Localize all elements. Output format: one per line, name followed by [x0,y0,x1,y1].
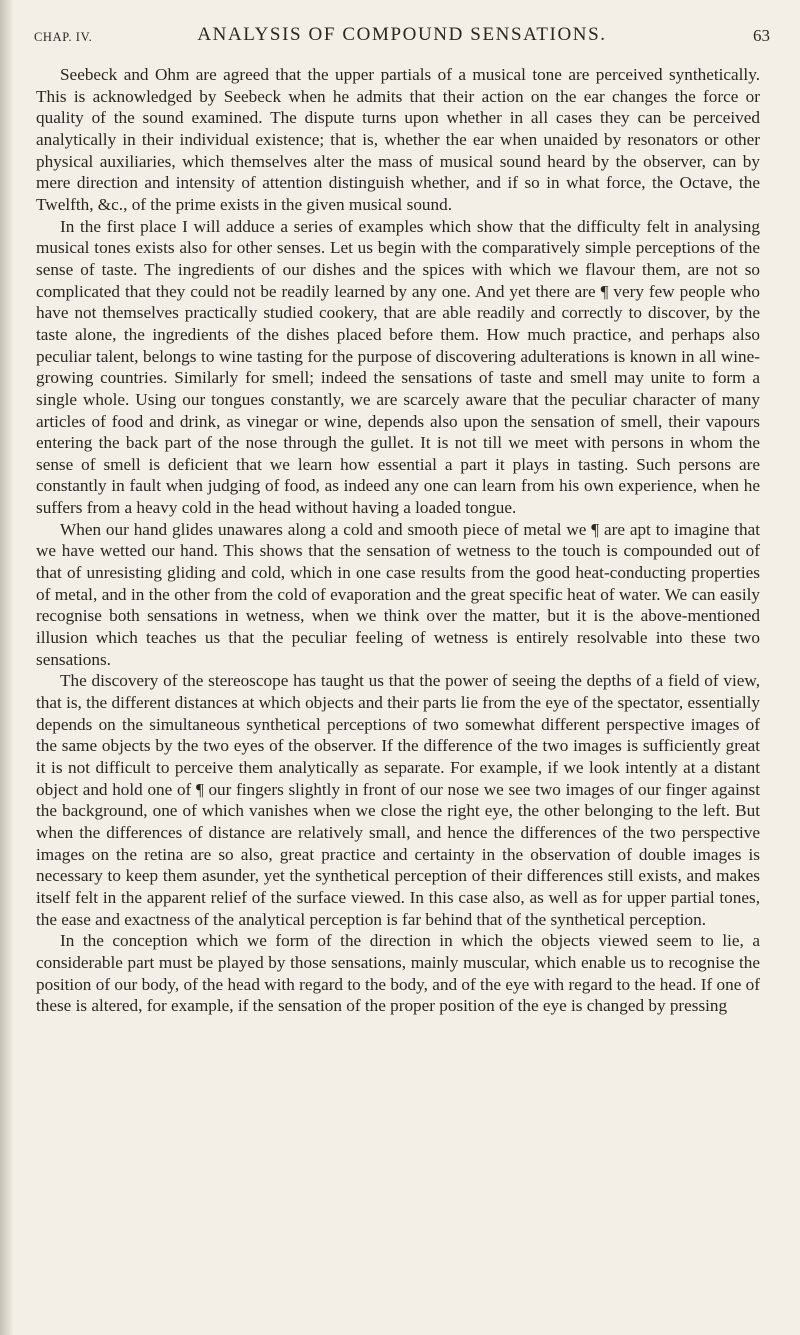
page-number: 63 [753,26,770,45]
paragraph-2: In the first place I will adduce a series of examples which show that the difficulty felt in analysing musical tones exists also for other senses. Let us begin with the comparatively simple perceptions of the sense of taste. The ingredients of our dishes and the spices with which we flavour them, are not so complicated that they could not be readily learned by any one. And yet there are ¶ very few people who have not themselves practically studied cookery, that are able readily and correctly to discover, by the taste alone, the ingredients of the dishes placed before them. How much practice, and perhaps also peculiar talent, belongs to wine tasting for the purpose of discovering adulterations is known in all wine-growing countries. Similarly for smell; indeed the sensations of taste and smell may unite to form a single whole. Using our tongues constantly, we are scarcely aware that the peculiar character of many articles of food and drink, as vinegar or wine, depends also upon the sensation of smell, their vapours entering the back part of the nose through the gullet. It is not till we meet with persons in whom the sense of smell is deficient that we learn how essential a part it plays in tasting. Such persons are constantly in fault when judging of food, as indeed any one can learn from his own experience, when he suffers from a heavy cold in the head without having a loaded tongue. [36,216,760,518]
paragraph-1: Seebeck and Ohm are agreed that the upper partials of a musical tone are perceived synthetically. This is acknowledged by Seebeck when he admits that their action on the ear changes the force or quality of the sound examined. The dispute turns upon whether in all cases they can be perceived analytically in their individual existence; that is, whether the ear when unaided by resonators or other physical auxiliaries, which themselves alter the mass of musical sound heard by the observer, can by mere direction and intensity of attention distinguish whether, and if so in what force, the Octave, the Twelfth, &c., of the prime exists in the given musical sound. [36,65,760,214]
chapter-label: CHAP. IV. [34,30,93,44]
running-title: ANALYSIS OF COMPOUND SENSATIONS. [197,24,607,45]
paragraph-5: In the conception which we form of the direction in which the objects viewed seem to lie, a considerable part must be played by those sensations, mainly muscular, which enable us to recognise the position of our body, of the head with regard to the body, and of the eye with regard to the head. If one of these is altered, for example, if the sensation of the proper position of the eye is changed by pressing [36,931,760,1016]
page-spine-shadow [0,0,14,1335]
running-head [34,18,770,48]
paragraph-3: When our hand glides unawares along a cold and smooth piece of metal we ¶ are apt to imagine that we have wetted our hand. This shows that the sensation of wetness to the touch is compounded out of that of unresisting gliding and cold, which in one case results from the good heat-conducting properties of metal, and in the other from the cold of evaporation and the great specific heat of water. We can easily recognise both sensations in wetness, when we think over the matter, but it is the above-mentioned illusion which teaches us that the peculiar feeling of wetness is entirely resolvable into these two sensations. [36,519,760,669]
body-text [36,64,760,1017]
paragraph-4: The discovery of the stereoscope has taught us that the power of seeing the depths of a field of view, that is, the different distances at which objects and their parts lie from the eye of the spectator, essentially depends on the simultaneous synthetical perceptions of two somewhat different perspective images of the same objects by the two eyes of the observer. If the difference of the two images is sufficiently great it is not difficult to perceive them analytically as separate. For example, if we look intently at a distant object and hold one of ¶ our fingers slightly in front of our nose we see two images of our finger against the background, one of which vanishes when we close the right eye, the other belonging to the left. But when the differences of distance are relatively small, and hence the differences of the two perspective images on the retina are so also, great practice and certainty in the observation of double images is necessary to keep them asunder, yet the synthetical perception of their differences still exists, and makes itself felt in the apparent relief of the surface viewed. In this case also, as well as for upper partial tones, the ease and exactness of the analytical perception is far behind that of the synthetical perception. [36,671,760,929]
